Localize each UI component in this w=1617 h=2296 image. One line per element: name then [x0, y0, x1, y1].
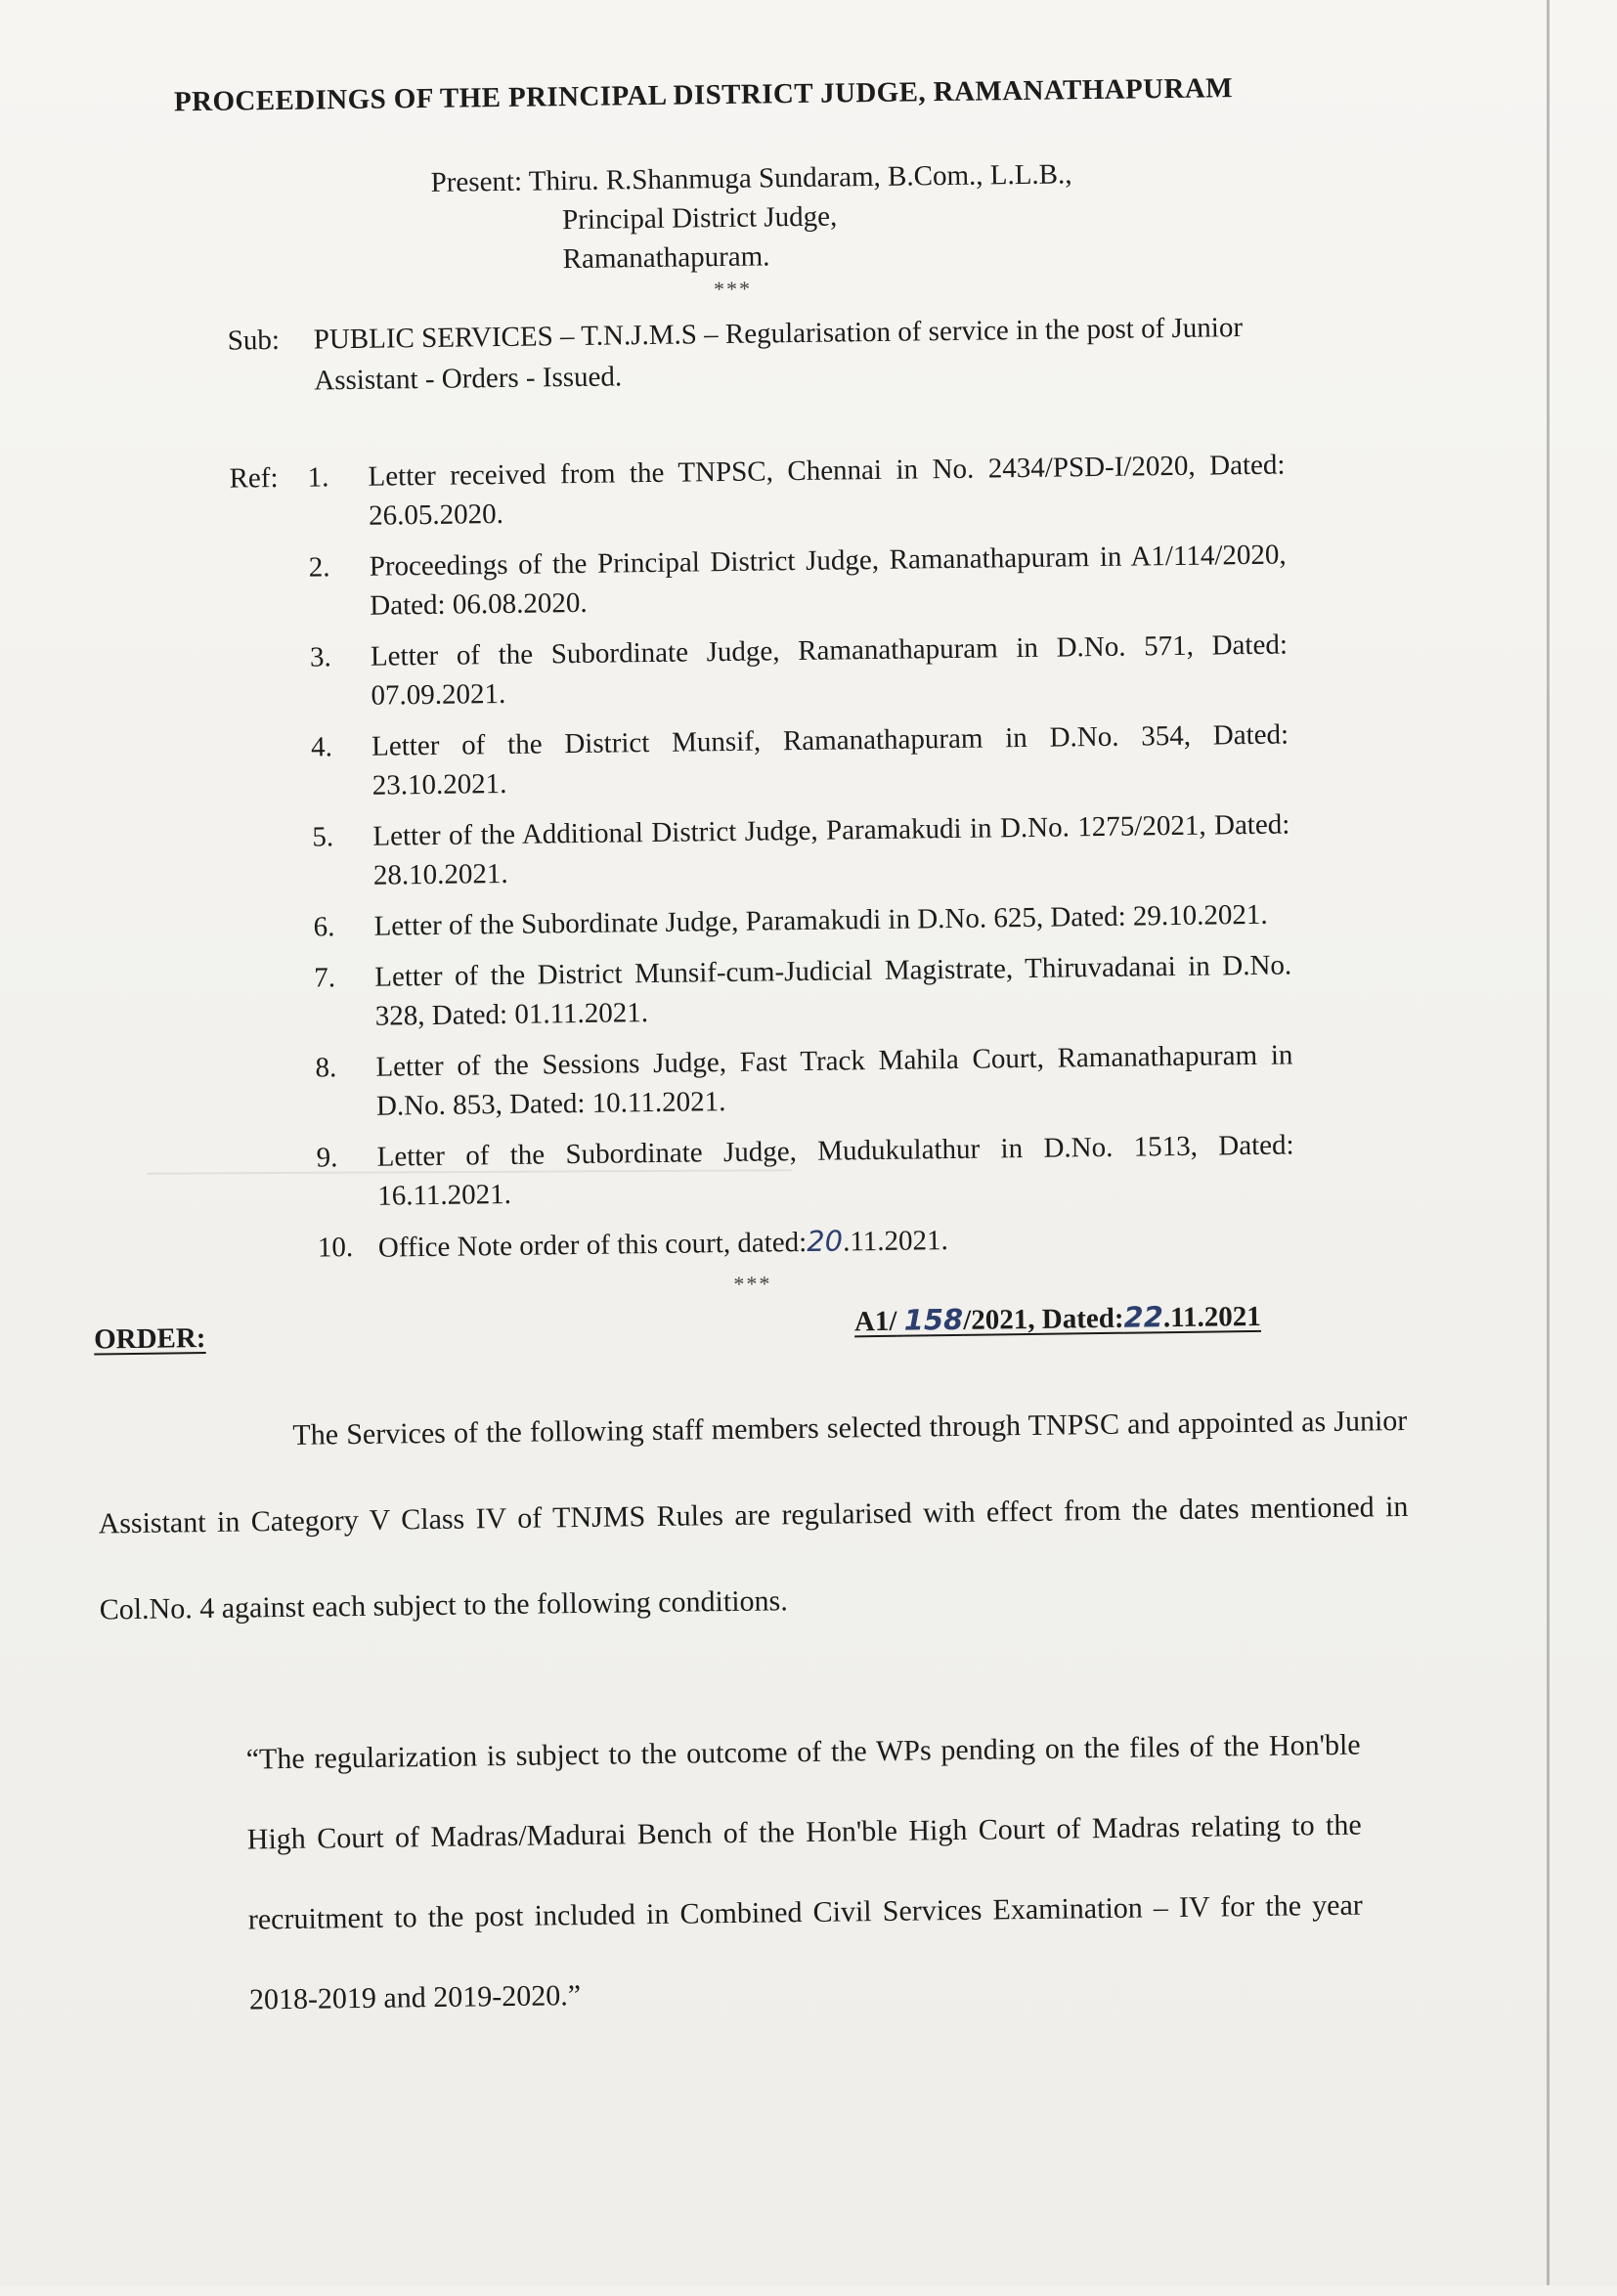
handwritten-order-day: 22	[1123, 1300, 1164, 1334]
separator-stars-bottom: ***	[733, 1271, 772, 1296]
handwritten-date-day: 20	[806, 1224, 844, 1258]
reference-number: 6.	[313, 911, 335, 943]
separator-stars-top: ***	[713, 276, 753, 302]
reference-10-prefix: Office Note order of this court, dated:	[377, 1226, 808, 1264]
references-label: Ref:	[229, 461, 279, 495]
reference-text: Letter of the Subordinate Judge, Ramanathapuram in D.No. 571, Dated: 07.09.2021.	[370, 628, 1289, 712]
reference-item	[318, 1215, 1295, 1268]
reference-number: 10.	[317, 1232, 354, 1264]
document-title: PROCEEDINGS OF THE PRINCIPAL DISTRICT JUDGE, RAMANATHAPURAM	[173, 72, 1234, 118]
present-line-3: Ramanathapuram.	[562, 240, 770, 276]
order-number-mid: /2021, Dated:	[963, 1302, 1124, 1336]
reference-10-suffix: .11.2021.	[842, 1225, 948, 1258]
order-heading: ORDER:	[93, 1322, 206, 1356]
order-body-paragraph: The Services of the following staff members selected through TNPSC and appointed as Junior Assistant in Category V Class IV of TNJMS Rules are regularised with effect from the dates mentioned in Col.No. 4 against each subject to the following conditions.	[98, 1404, 1409, 1626]
reference-number: 5.	[312, 821, 334, 853]
reference-item	[313, 894, 1290, 946]
reference-item	[314, 945, 1292, 1036]
condition-quote: “The regularization is subject to the outcome of the WPs pending on the files of the Hon'ble High Court of Madras/Madurai Bench of the Hon'ble High Court of Madras relating to the recruitment to the post included in Combined Civil Services Examination – IV for the year 2018-2019 and 2019-2020.”	[245, 1728, 1363, 2016]
reference-text: Letter of the District Munsif-cum-Judicial Magistrate, Thiruvadanai in D.No. 328, Dated: 01.11.2021.	[374, 949, 1292, 1032]
subject-label: Sub:	[227, 324, 281, 357]
reference-text: Letter of the Sessions Judge, Fast Track Mahila Court, Ramanathapuram in D.No. 853, Dated: 10.11.2021.	[375, 1039, 1293, 1122]
present-block	[430, 154, 1072, 281]
reference-number: 3.	[309, 641, 331, 673]
reference-text: Letter of the Subordinate Judge, Mudukulathur in D.No. 1513, Dated: 16.11.2021.	[376, 1129, 1294, 1212]
handwritten-order-number: 158	[903, 1302, 964, 1337]
references-list	[307, 445, 1295, 1279]
reference-text: Proceedings of the Principal District Judge, Ramanathapuram in A1/114/2020, Dated: 06.08.2020.	[369, 539, 1287, 622]
present-line-2: Principal District Judge,	[561, 200, 838, 237]
subject-text: PUBLIC SERVICES – T.N.J.M.S – Regularisation of service in the post of Junior Assistant - Orders - Issued.	[313, 312, 1244, 397]
references-block	[229, 446, 1294, 1264]
present-line-1: Present: Thiru. R.Shanmuga Sundaram, B.Com., L.L.B.,	[430, 158, 1072, 198]
order-number-prefix: A1/	[853, 1305, 897, 1338]
reference-number: 2.	[308, 551, 330, 584]
reference-text	[378, 1215, 1295, 1267]
reference-item	[310, 625, 1289, 715]
reference-number: 7.	[314, 962, 336, 994]
reference-number: 1.	[307, 461, 329, 494]
reference-number: 9.	[316, 1142, 338, 1174]
order-date-suffix: .11.2021	[1162, 1300, 1261, 1334]
reference-item	[312, 804, 1290, 895]
reference-number: 8.	[315, 1052, 337, 1084]
reference-item	[307, 445, 1286, 536]
reference-item	[316, 1125, 1294, 1216]
reference-item	[315, 1035, 1293, 1126]
reference-item	[311, 715, 1289, 805]
reference-text: Letter of the District Munsif, Ramanathapuram in D.No. 354, Dated: 23.10.2021.	[371, 718, 1289, 801]
subject-block	[227, 307, 1263, 397]
reference-item	[309, 535, 1288, 626]
order-number	[854, 1299, 1261, 1338]
reference-text: Letter of the Subordinate Judge, Paramakudi in D.No. 625, Dated: 29.10.2021.	[373, 898, 1268, 942]
reference-text: Letter received from the TNPSC, Chennai in No. 2434/PSD-I/2020, Dated: 26.05.2020.	[368, 449, 1286, 532]
reference-text: Letter of the Additional District Judge, Paramakudi in D.No. 1275/2021, Dated: 28.10.2021.	[372, 808, 1290, 891]
reference-number: 4.	[310, 731, 333, 763]
